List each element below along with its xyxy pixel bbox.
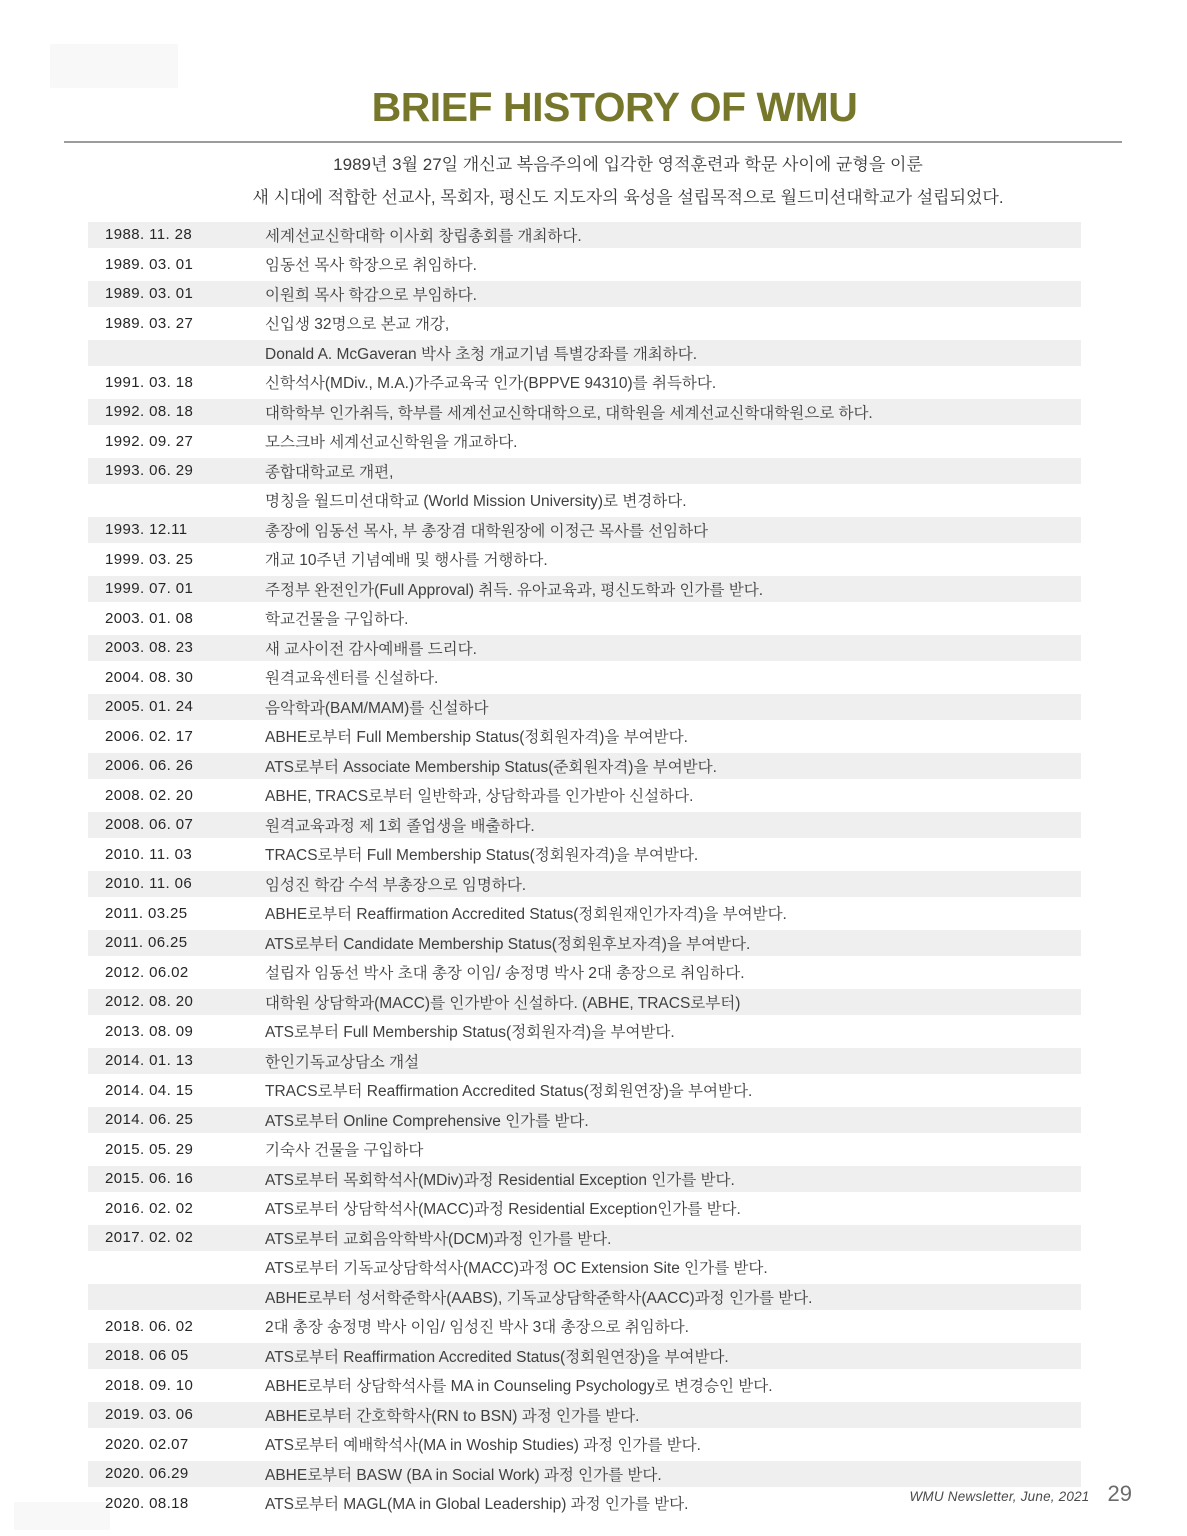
row-description: ATS로부터 교회음악학박사(DCM)과정 인가를 받다. [265, 1230, 612, 1248]
timeline-row [88, 692, 1081, 722]
row-description: ABHE로부터 간호학학사(RN to BSN) 과정 인가를 받다. [265, 1407, 640, 1425]
timeline-row [88, 810, 1081, 840]
timeline-row [88, 456, 1081, 486]
row-description: 새 교사이전 감사예배를 드리다. [265, 640, 477, 658]
timeline-row [88, 604, 1081, 634]
row-date: 1992. 09. 27 [105, 432, 194, 450]
row-date: 2018. 06. 02 [105, 1317, 194, 1335]
row-date: 1992. 08. 18 [105, 403, 194, 421]
timeline-row [88, 338, 1081, 368]
timeline-row [88, 397, 1081, 427]
timeline-row [88, 840, 1081, 870]
row-date: 2011. 06.25 [105, 934, 188, 952]
header-divider-line [64, 141, 1122, 143]
row-description: 설립자 임동선 박사 초대 총장 이임/ 송정명 박사 2대 총장으로 취임하다. [265, 965, 745, 983]
row-date: 2018. 06 05 [105, 1347, 189, 1365]
row-description: Donald A. McGaveran 박사 초청 개교기념 특별강좌를 개최하다. [265, 345, 698, 363]
row-description: 신학석사(MDiv., M.A.)가주교육국 인가(BPPVE 94310)를 취득하다. [265, 375, 717, 393]
timeline-row [88, 987, 1081, 1017]
row-description: 종합대학교로 개편, [265, 463, 394, 481]
row-description: 주정부 완전인가(Full Approval) 취득. 유아교육과, 평신도학과 인가를 받다. [265, 581, 764, 599]
intro-paragraph [70, 149, 1186, 214]
faded-header-watermark [50, 44, 178, 88]
timeline-row [88, 545, 1081, 575]
row-date: 2013. 08. 09 [105, 1022, 194, 1040]
row-description: 학교건물을 구입하다. [265, 611, 409, 629]
timeline-row [88, 574, 1081, 604]
row-description: 신입생 32명으로 본교 개강, [265, 316, 450, 334]
timeline-row [88, 1223, 1081, 1253]
timeline-row [88, 928, 1081, 958]
timeline-row [88, 958, 1081, 988]
row-description: ABHE로부터 상담학석사를 MA in Counseling Psychology로 변경승인 받다. [265, 1378, 773, 1396]
row-date: 1988. 11. 28 [105, 226, 193, 244]
row-description: 원격교육센터를 신설하다. [265, 670, 439, 688]
row-date: 2010. 11. 03 [105, 845, 193, 863]
row-description: ABHE로부터 Reaffirmation Accredited Status(정회원재인가자격)을 부여받다. [265, 906, 787, 924]
row-description: ATS로부터 MAGL(MA in Global Leadership) 과정 인가를 받다. [265, 1496, 689, 1514]
timeline-row [88, 279, 1081, 309]
timeline-row [88, 1135, 1081, 1165]
row-date: 2012. 06.02 [105, 963, 189, 981]
row-date: 2003. 08. 23 [105, 639, 194, 657]
row-date: 2015. 05. 29 [105, 1140, 194, 1158]
row-date: 2005. 01. 24 [105, 698, 194, 716]
timeline-row [88, 663, 1081, 693]
timeline-row [88, 1430, 1081, 1460]
row-description: 모스크바 세계선교신학원을 개교하다. [265, 434, 518, 452]
row-date: 1993. 12.11 [105, 521, 188, 539]
row-date: 2011. 03.25 [105, 904, 188, 922]
timeline-row [88, 1164, 1081, 1194]
row-date: 1989. 03. 01 [105, 255, 194, 273]
timeline-row [88, 1400, 1081, 1430]
timeline-row [88, 1341, 1081, 1371]
row-date: 2008. 06. 07 [105, 816, 194, 834]
footer-newsletter-label: WMU Newsletter, June, 2021 [909, 1489, 1090, 1504]
row-description: TRACS로부터 Full Membership Status(정회원자격)을 부여받다. [265, 847, 699, 865]
row-description: ABHE로부터 BASW (BA in Social Work) 과정 인가를 받다. [265, 1466, 662, 1484]
row-date: 1999. 07. 01 [105, 580, 194, 598]
row-description: 기숙사 건물을 구입하다 [265, 1142, 424, 1160]
timeline-row [88, 368, 1081, 398]
timeline-row [88, 1076, 1081, 1106]
timeline-row [88, 1312, 1081, 1342]
timeline-row [88, 1194, 1081, 1224]
row-date: 2008. 02. 20 [105, 786, 194, 804]
row-description: 세계선교신학대학 이사회 창립총회를 개최하다. [265, 227, 582, 245]
timeline-row [88, 515, 1081, 545]
timeline-row [88, 1253, 1081, 1283]
row-date: 2017. 02. 02 [105, 1229, 194, 1247]
row-description: 임동선 목사 학장으로 취임하다. [265, 257, 477, 275]
row-description: ABHE로부터 Full Membership Status(정회원자격)을 부여받다. [265, 729, 688, 747]
timeline-row [88, 869, 1081, 899]
timeline-row [88, 1105, 1081, 1135]
row-date: 2006. 06. 26 [105, 757, 194, 775]
row-date: 2003. 01. 08 [105, 609, 194, 627]
footer-page-number: 29 [1107, 1481, 1132, 1506]
row-description: 한인기독교상담소 개설 [265, 1053, 420, 1071]
row-description: ATS로부터 Reaffirmation Accredited Status(정회원연장)을 부여받다. [265, 1348, 729, 1366]
row-date: 2006. 02. 17 [105, 727, 194, 745]
timeline-row [88, 1017, 1081, 1047]
page-title: BRIEF HISTORY OF WMU [371, 84, 858, 130]
row-date: 2020. 02.07 [105, 1435, 189, 1453]
row-description: ATS로부터 Full Membership Status(정회원자격)을 부여받다. [265, 1024, 675, 1042]
timeline-row [88, 1282, 1081, 1312]
row-description: 임성진 학감 수석 부총장으로 임명하다. [265, 876, 527, 894]
row-description: ATS로부터 기독교상담학석사(MACC)과정 OC Extension Site 인가를 받다. [265, 1260, 768, 1278]
row-description: ATS로부터 Candidate Membership Status(정회원후보자격)을 부여받다. [265, 935, 751, 953]
row-description: ATS로부터 Associate Membership Status(준회원자격)을 부여받다. [265, 758, 717, 776]
intro-line-1: 1989년 3월 27일 개신교 복음주의에 입각한 영적훈련과 학문 사이에 균형을 이룬 [333, 155, 923, 174]
row-description: ATS로부터 목회학석사(MDiv)과정 Residential Exception 인가를 받다. [265, 1171, 735, 1189]
timeline-row [88, 486, 1081, 516]
row-date: 2014. 06. 25 [105, 1111, 194, 1129]
timeline-row [88, 899, 1081, 929]
intro-line-2: 새 시대에 적합한 선교사, 목회자, 평신도 지도자의 육성을 설립목적으로 월드미션대학교가 설립되었다. [252, 187, 1004, 207]
timeline-row [88, 722, 1081, 752]
row-date: 1989. 03. 27 [105, 314, 194, 332]
row-date: 2014. 01. 13 [105, 1052, 194, 1070]
page-footer [909, 1481, 1132, 1507]
timeline-row [88, 427, 1081, 457]
row-date: 2014. 04. 15 [105, 1081, 194, 1099]
row-date: 2020. 06.29 [105, 1465, 189, 1483]
row-date: 1989. 03. 01 [105, 285, 194, 303]
row-date: 2019. 03. 06 [105, 1406, 194, 1424]
row-description: 원격교육과정 제 1회 졸업생을 배출하다. [265, 817, 535, 835]
row-date: 1993. 06. 29 [105, 462, 194, 480]
row-description: ABHE로부터 성서학준학사(AABS), 기독교상담학준학사(AACC)과정 인가를 받다. [265, 1289, 813, 1307]
history-timeline [88, 220, 1081, 1518]
row-date: 2010. 11. 06 [105, 875, 193, 893]
row-description: 음악학과(BAM/MAM)를 신설하다 [265, 699, 489, 717]
row-description: 2대 총장 송정명 박사 이임/ 임성진 박사 3대 총장으로 취임하다. [265, 1319, 689, 1337]
row-description: ABHE, TRACS로부터 일반학과, 상담학과를 인가받아 신설하다. [265, 788, 694, 806]
row-date: 2018. 09. 10 [105, 1376, 194, 1394]
row-description: 대학원 상담학과(MACC)를 인가받아 신설하다. (ABHE, TRACS로부터) [265, 994, 741, 1012]
timeline-row [88, 633, 1081, 663]
row-date: 1991. 03. 18 [105, 373, 194, 391]
timeline-row [88, 250, 1081, 280]
row-date: 2015. 06. 16 [105, 1170, 194, 1188]
row-date: 2020. 08.18 [105, 1494, 189, 1512]
row-date: 2004. 08. 30 [105, 668, 194, 686]
row-description: 개교 10주년 기념예배 및 행사를 거행하다. [265, 552, 548, 570]
row-date: 2016. 02. 02 [105, 1199, 194, 1217]
timeline-row [88, 751, 1081, 781]
row-description: ATS로부터 Online Comprehensive 인가를 받다. [265, 1112, 589, 1130]
timeline-row [88, 1371, 1081, 1401]
header [0, 84, 1187, 131]
timeline-row [88, 220, 1081, 250]
row-description: ATS로부터 상담학석사(MACC)과정 Residential Exception인가를 받다. [265, 1201, 741, 1219]
timeline-row [88, 781, 1081, 811]
row-description: 대학학부 인가취득, 학부를 세계선교신학대학으로, 대학원을 세계선교신학대학원으로 하다. [265, 404, 873, 422]
row-description: 명칭을 월드미션대학교 (World Mission University)로 변경하다. [265, 493, 687, 511]
row-date: 1999. 03. 25 [105, 550, 194, 568]
row-description: 총장에 임동선 목사, 부 총장겸 대학원장에 이정근 목사를 선임하다 [265, 522, 709, 540]
row-date: 2012. 08. 20 [105, 993, 194, 1011]
timeline-row [88, 309, 1081, 339]
row-description: TRACS로부터 Reaffirmation Accredited Status(정회원연장)을 부여받다. [265, 1083, 753, 1101]
row-description: 이원희 목사 학감으로 부임하다. [265, 286, 477, 304]
row-description: ATS로부터 예배학석사(MA in Woship Studies) 과정 인가를 받다. [265, 1437, 701, 1455]
timeline-row [88, 1046, 1081, 1076]
